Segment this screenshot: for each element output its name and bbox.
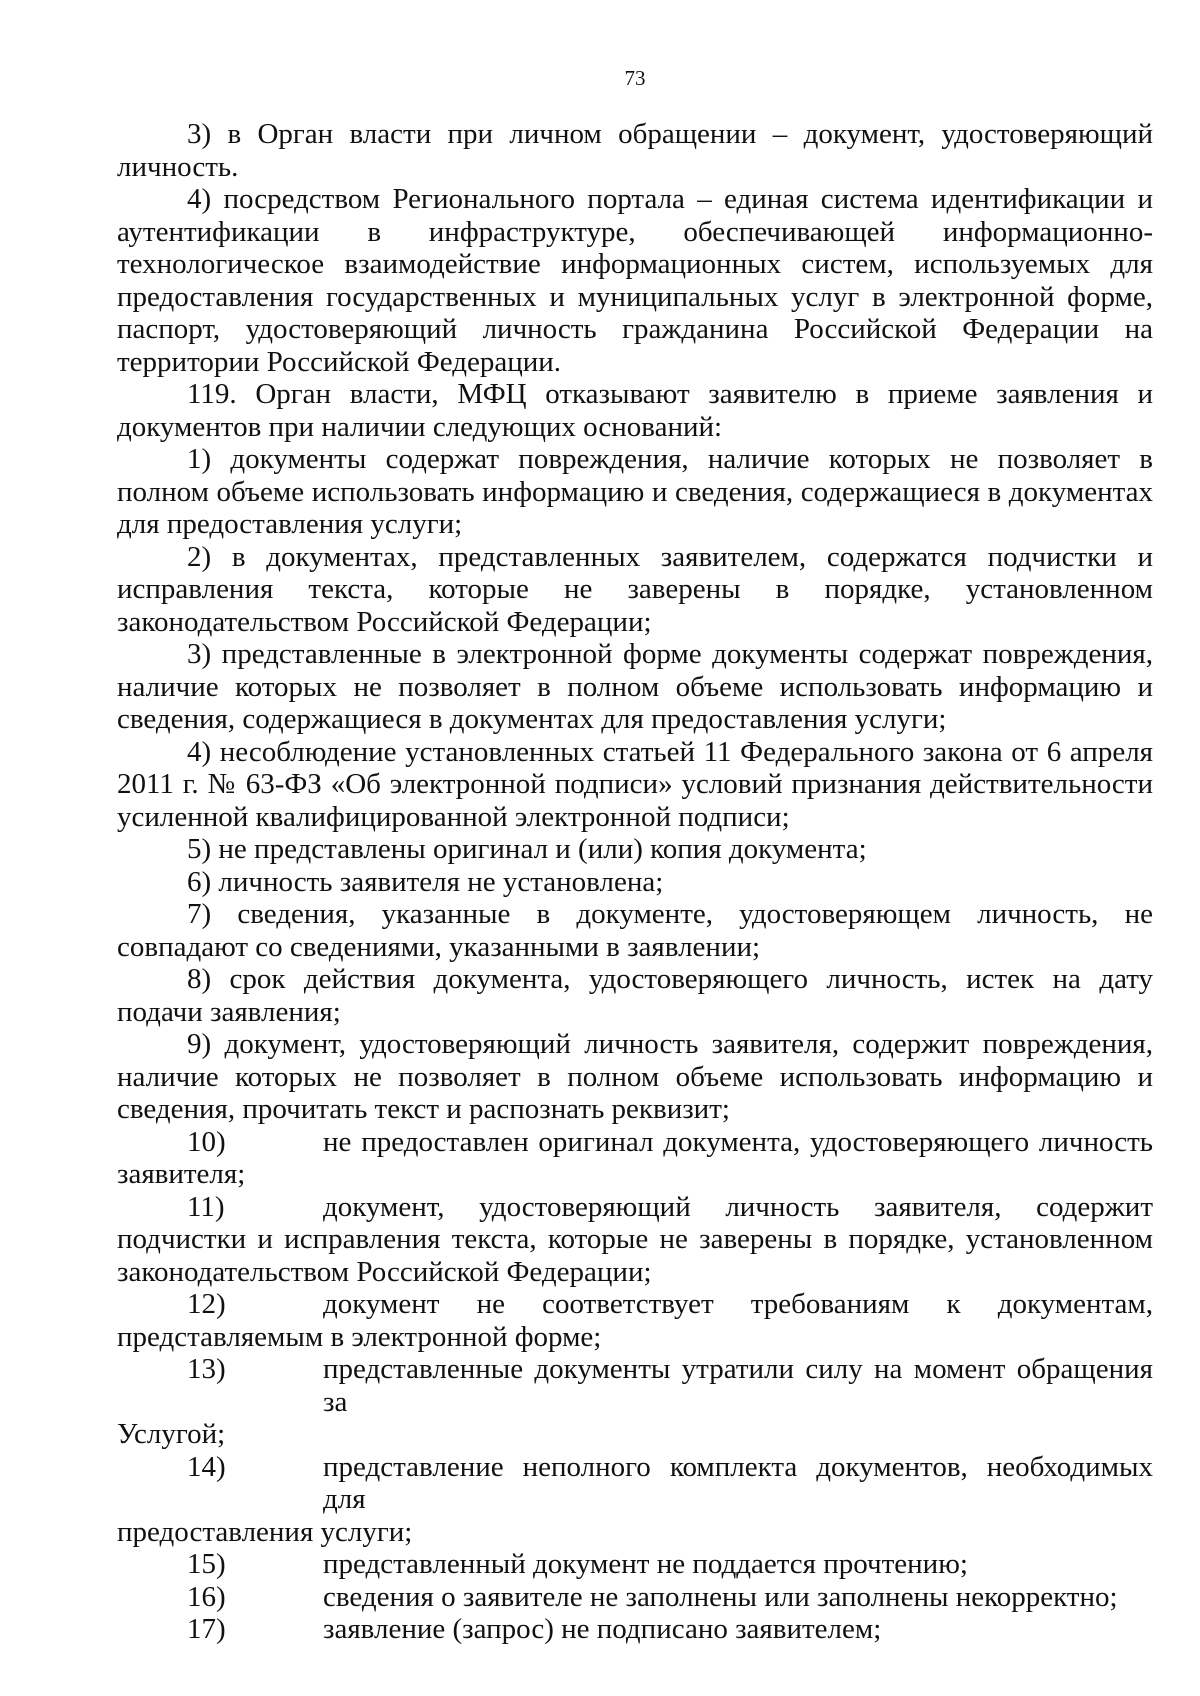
list-item-8: 8) срок действия документа, удостоверяющего личность, истек на дату подачи заявления; (117, 963, 1153, 1028)
document-body (117, 118, 1153, 1646)
list-item-number: 12) (187, 1288, 226, 1320)
list-item-text: документ не соответствует требованиям к документам, (323, 1288, 1153, 1320)
list-item-continuation: представляемым в электронной форме; (117, 1320, 602, 1353)
list-item-number: 15) (187, 1548, 226, 1580)
list-item-number: 10) (187, 1125, 226, 1158)
list-item-4: 4) несоблюдение установленных статьей 11 Федерального закона от 6 апреля 2011 г. № 63-ФЗ «Об электронной подписи» условий признания действительности усиленной квалифицированной электронной подписи; (117, 735, 1153, 833)
list-item-11 (117, 1191, 1153, 1289)
list-item-17 (117, 1613, 1153, 1646)
paragraph-119-refusal-grounds: 119. Орган власти, МФЦ отказывают заявителю в приеме заявления и документов при наличии следующих оснований: (117, 378, 1153, 443)
list-item-continuation: заявителя; (117, 1158, 246, 1190)
list-item-12 (117, 1288, 1153, 1353)
list-item-text: представленный документ не поддается прочтению; (323, 1548, 968, 1580)
list-item-16 (117, 1581, 1153, 1614)
list-item-2: 2) в документах, представленных заявителем, содержатся подчистки и исправления текста, которые не заверены в порядке, установленном законодательством Российской Федерации; (117, 540, 1153, 638)
list-item-text: не предоставлен оригинал документа, удостоверяющего личность (323, 1125, 1153, 1158)
list-item-number: 14) (187, 1450, 226, 1483)
list-item-text: документ, удостоверяющий личность заявителя, содержит (323, 1190, 1153, 1223)
paragraph-identity-in-person: 3) в Орган власти при личном обращении – документ, удостоверяющий личность. (117, 118, 1153, 183)
list-item-continuation: подчистки и исправления текста, которые не заверены в порядке, установленном законодательством Российской Федерации; (117, 1223, 1153, 1288)
list-item-text: представленные документы утратили силу на момент обращения за (323, 1353, 1153, 1418)
page-number: 73 (624, 66, 646, 90)
list-item-number: 13) (187, 1353, 226, 1385)
list-item-number: 16) (187, 1580, 226, 1613)
list-item-10 (117, 1126, 1153, 1191)
list-item-text: представление неполного комплекта документов, необходимых для (323, 1450, 1153, 1515)
list-item-continuation: Услугой; (117, 1418, 226, 1450)
list-item-5: 5) не представлены оригинал и (или) копия документа; (187, 833, 867, 865)
list-item-number: 11) (187, 1190, 225, 1223)
list-item-3: 3) представленные в электронной форме документы содержат повреждения, наличие которых не позволяет в полном объеме использовать информацию и сведения, содержащиеся в документах для предоставления услуги; (117, 638, 1153, 735)
list-item-text: сведения о заявителе не заполнены или заполнены некорректно; (323, 1580, 1118, 1613)
list-item-7: 7) сведения, указанные в документе, удостоверяющем личность, не совпадают со сведениями, указанными в заявлении; (117, 898, 1153, 963)
paragraph-identity-regional-portal: 4) посредством Регионального портала – единая система идентификации и аутентификации в инфраструктуре, обеспечивающей информационно-технологическое взаимодействие информационных систем, используемых для предоставления государственных и муниципальных услуг в электронной форме, паспорт, удостоверяющий личность гражданина Российской Федерации на территории Российской Федерации. (117, 183, 1153, 378)
list-item-continuation: предоставления услуги; (117, 1515, 413, 1548)
list-item-15 (117, 1548, 1153, 1581)
list-item-9: 9) документ, удостоверяющий личность заявителя, содержит повреждения, наличие которых не позволяет в полном объеме использовать информацию и сведения, прочитать текст и распознать реквизит; (117, 1028, 1153, 1125)
list-item-1: 1) документы содержат повреждения, наличие которых не позволяет в полном объеме использовать информацию и сведения, содержащиеся в документах для предоставления услуги; (117, 443, 1153, 540)
list-item-text: заявление (запрос) не подписано заявителем; (323, 1613, 882, 1645)
list-item-number: 17) (187, 1613, 226, 1645)
list-item-14 (117, 1451, 1153, 1549)
list-item-6: 6) личность заявителя не установлена; (187, 865, 664, 898)
list-item-13 (117, 1353, 1153, 1451)
